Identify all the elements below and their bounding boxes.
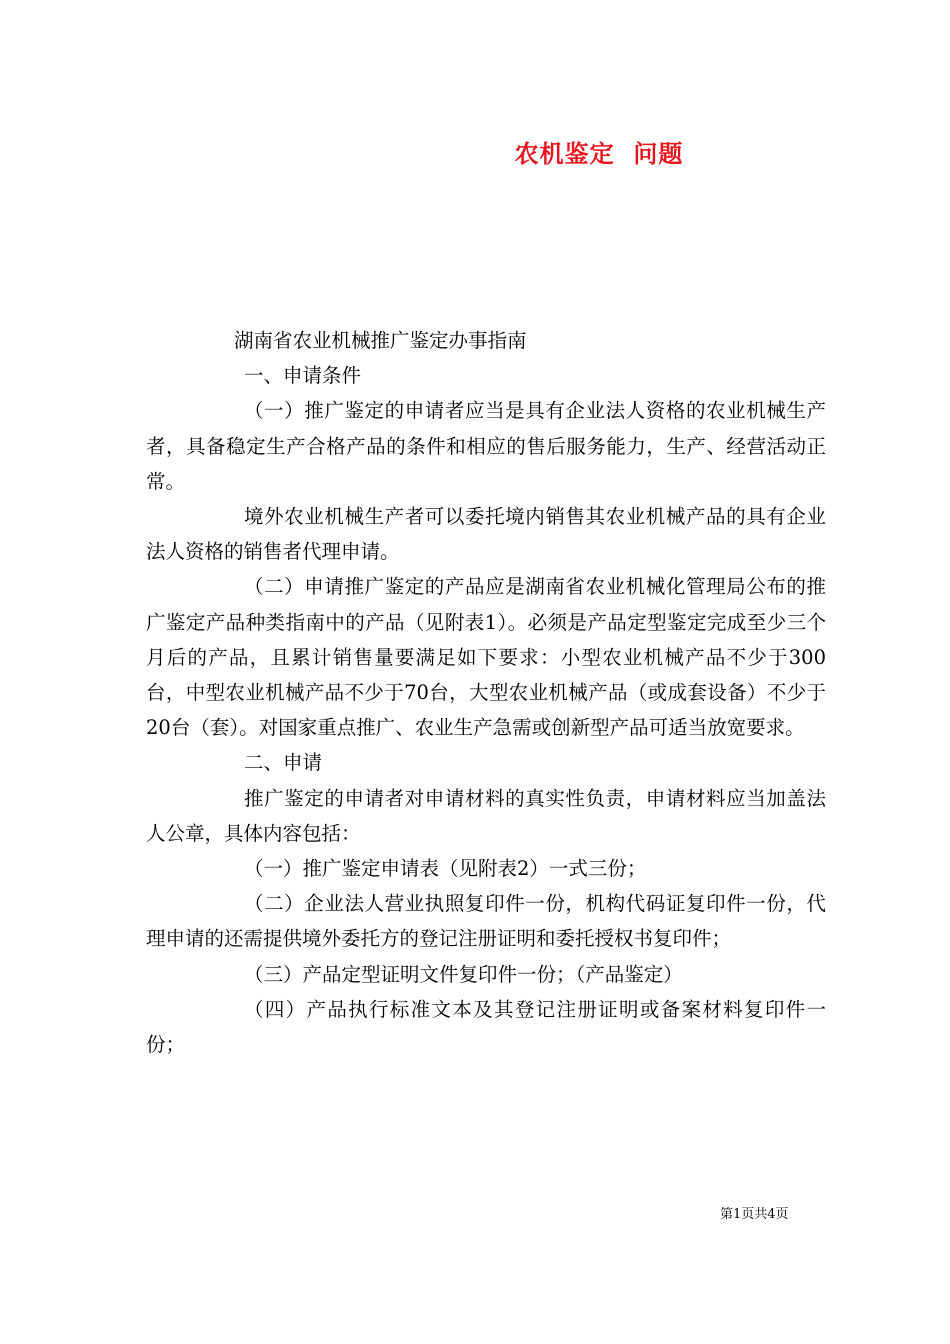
paragraph-section-1-heading: 一、申请条件 — [244, 364, 362, 388]
paragraph-condition-2: （二）申请推广鉴定的产品应是湖南省农业机械化管理局公布的推广鉴定产品种类指南中的产品（见附表1）。必须是产品定型鉴定完成至少三个月后的产品，且累计销售量要满足如下要求：小型农业机械产品不少于300台，中型农业机械产品不少于70台，大型农业机械产品（或成套设备）不少于20台（套）。对国家重点推广、农业生产急需或创新型产品可适当放宽要求。 — [146, 575, 826, 740]
paragraph-condition-1: （一）推广鉴定的申请者应当是具有企业法人资格的农业机械生产者，具备稳定生产合格产品的条件和相应的售后服务能力，生产、经营活动正常。 — [146, 399, 826, 493]
paragraph-material-4: （四）产品执行标准文本及其登记注册证明或备案材料复印件一份； — [146, 997, 826, 1057]
paragraph-section-2-heading: 二、申请 — [244, 751, 323, 775]
paragraph-condition-1-overseas: 境外农业机械生产者可以委托境内销售其农业机械产品的具有企业法人资格的销售者代理申请。 — [146, 505, 826, 564]
paragraph-material-1: （一）推广鉴定申请表（见附表2）一式三份； — [244, 857, 647, 881]
document-body — [146, 323, 826, 1062]
page-indicator: 第1页共4页 — [720, 1207, 789, 1222]
paragraph-guide-title: 湖南省农业机械推广鉴定办事指南 — [234, 329, 527, 352]
document-title: 农机鉴定 问题 — [514, 139, 684, 168]
paragraph-material-3: （三）产品定型证明文件复印件一份；（产品鉴定） — [244, 962, 683, 986]
paragraph-application-intro: 推广鉴定的申请者对申请材料的真实性负责，申请材料应当加盖法人公章，具体内容包括： — [146, 786, 826, 845]
paragraph-material-2: （二）企业法人营业执照复印件一份，机构代码证复印件一份，代理申请的还需提供境外委托方的登记注册证明和委托授权书复印件； — [146, 892, 826, 951]
